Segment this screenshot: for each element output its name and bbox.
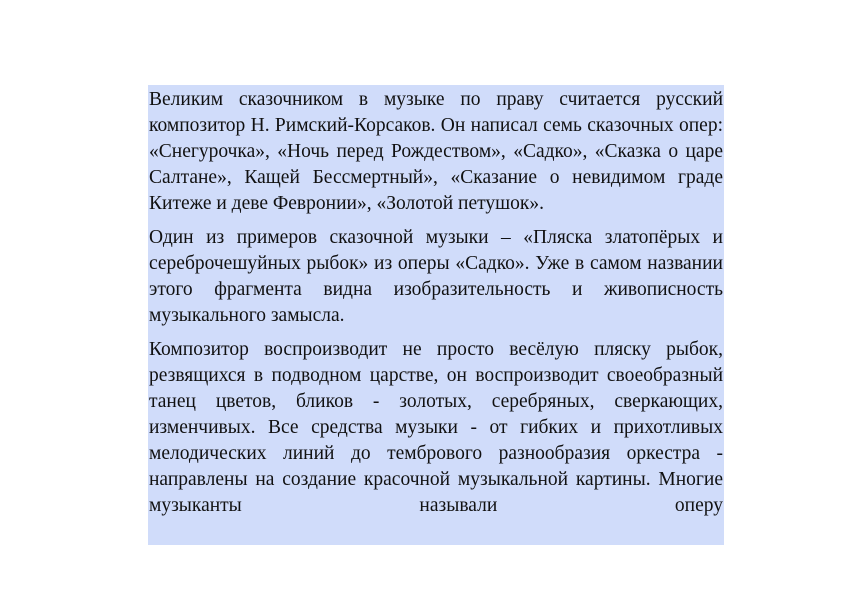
paragraph-composer-music: Композитор воспроизводит не просто весёлую пляску рыбок, резвящихся в подводном царстве, он воспроизводит своеобразный танец цветов, бликов - золотых, серебряных, сверкающих, изменчивых. Все средства музыки - от гибких и прихотливых мелодических линий до тембрового разнообразия оркестра - направлены на создание красочной музыкальной картины. Многие музыканты называли оперу (149, 339, 723, 516)
paragraph-opera-composer: Великим сказочником в музыке по праву считается русский композитор Н. Римский-Корсаков. Он написал семь сказочных опер: «Снегурочка», «Ночь перед Рождеством», «Садко», «Сказка о царе Салтане», Кащей Бессмертный», «Сказание о невидимом граде Китеже и деве Февронии», «Золотой петушок». (149, 89, 723, 214)
paragraph-sadko-dance: Один из примеров сказочной музыки – «Пляска златопёрых и сереброчешуйных рыбок» из оперы «Садко». Уже в самом названии этого фрагмента видна изобразительность и живописность музыкального замысла. (149, 227, 723, 326)
highlighted-text-block (148, 85, 724, 545)
